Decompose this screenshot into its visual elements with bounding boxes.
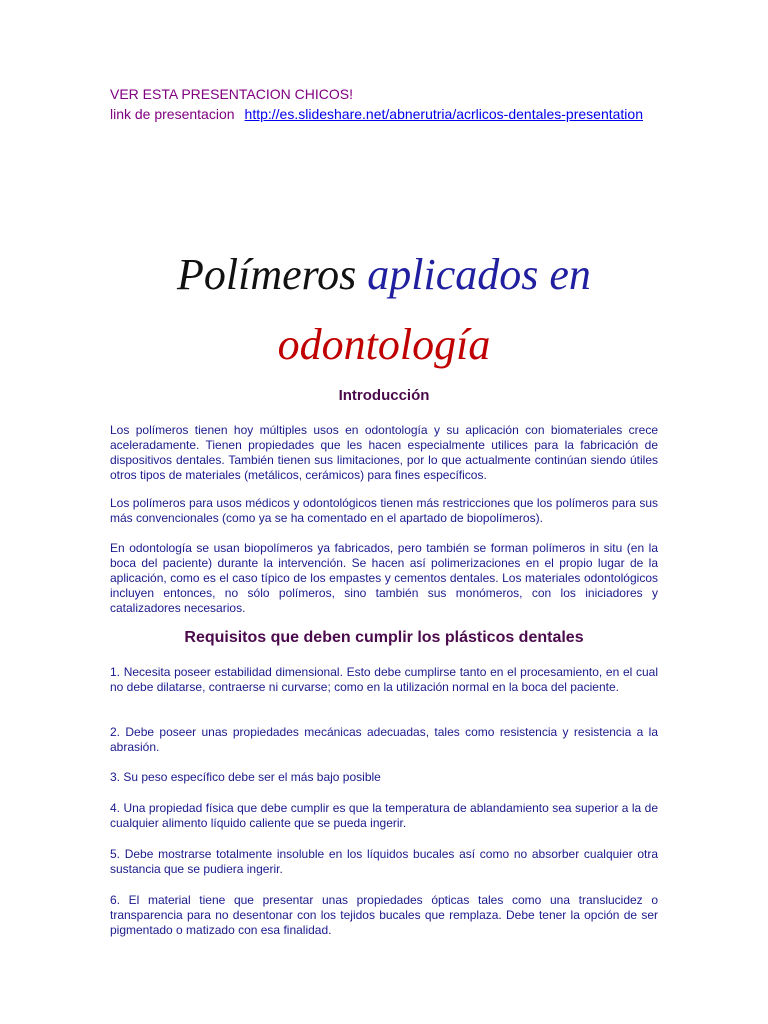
page-title-line1: [0, 250, 768, 300]
requirement-item-5: 5. Debe mostrarse totalmente insoluble en los líquidos bucales así como no absorber cualquier otra sustancia que se pudiera ingerir.: [110, 847, 658, 876]
link-label: link de presentacion: [110, 106, 235, 122]
intro-paragraph-3: En odontología se usan biopolímeros ya fabricados, pero también se forman polímeros in situ (en la boca del paciente) durante la intervención. Se hacen así polimerizaciones en el propio lugar de la aplicación, como es el caso típico de los empastes y cementos dentales. Los materiales odontológicos incluyen entonces, no sólo polímeros, sino también sus monómeros, con los iniciadores y catalizadores necesarios.: [110, 541, 658, 615]
title-word-polimeros: Polímeros: [177, 250, 357, 299]
page-title-line2: [0, 320, 768, 370]
requirements-heading: Requisitos que deben cumplir los plásticos dentales: [184, 629, 584, 646]
title-word-aplicados-en: aplicados en: [367, 250, 591, 299]
requirement-item-3: 3. Su peso específico debe ser el más bajo posible: [110, 770, 381, 784]
intro-paragraph-2: Los polímeros para usos médicos y odontológicos tienen más restricciones que los polímeros para sus más convencionales (como ya se ha comentado en el apartado de biopolímeros).: [110, 496, 658, 525]
requirement-item-1: 1. Necesita poseer estabilidad dimensional. Esto debe cumplirse tanto en el procesamiento, en el cual no debe dilatarse, contraerse ni curvarse; como en la utilización normal en la boca del paciente.: [110, 665, 658, 694]
intro-paragraph-1: Los polímeros tienen hoy múltiples usos en odontología y su aplicación con biomateriales crece aceleradamente. Tienen propiedades que les hacen especialmente utilices para la fabricación de dispositivos dentales. También tienen sus limitaciones, por lo que actualmente continúan siendo útiles otros tipos de materiales (metálicos, cerámicos) para fines específicos.: [110, 423, 658, 482]
intro-heading: Introducción: [338, 387, 430, 404]
requirement-item-2: 2. Debe poseer unas propiedades mecánicas adecuadas, tales como resistencia y resistencia a la abrasión.: [110, 725, 658, 754]
requirement-item-6: 6. El material tiene que presentar unas propiedades ópticas tales como una translucidez o transparencia para no desentonar con los tejidos bucales que remplaza. Debe tener la opción de ser pigmentado o matizado con esa finalidad.: [110, 893, 658, 937]
requirement-item-4: 4. Una propiedad física que debe cumplir es que la temperatura de ablandamiento sea superior a la de cualquier alimento líquido caliente que se pueda ingerir.: [110, 801, 658, 830]
title-word-odontologia: odontología: [277, 320, 491, 369]
presentation-link-line: [110, 106, 670, 123]
presentation-link[interactable]: http://es.slideshare.net/abnerutria/acrlicos-dentales-presentation: [244, 106, 643, 122]
header-note: VER ESTA PRESENTACION CHICOS!: [110, 86, 353, 102]
